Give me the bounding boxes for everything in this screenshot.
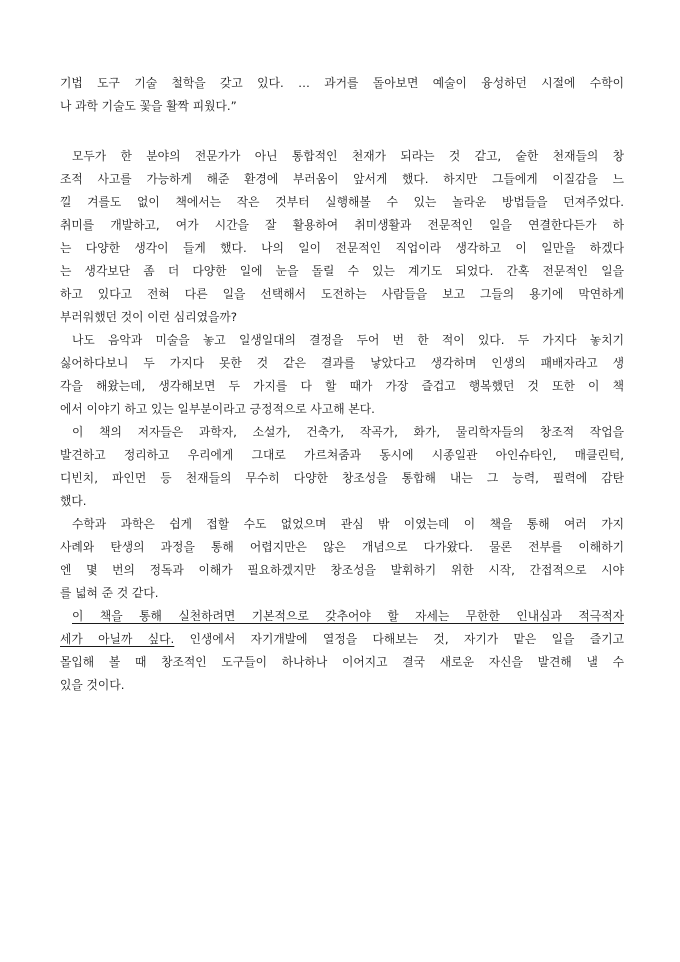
text-line: 엔 몇 번의 정독과 이해가 필요하겠지만 창조성을 발휘하기 위한 시작, 간접적으로 시야 <box>60 563 624 577</box>
text-line: 했다. <box>60 494 87 508</box>
text-line: 하고 있다고 전혀 다른 일을 선택해서 도전하는 사람들을 보고 그들의 용기에 막연하게 <box>60 287 624 301</box>
text-line: 이 책의 저자들은 과학자, 소설가, 건축가, 작곡가, 화가, 물리학자들의 창조적 작업을 <box>72 425 624 439</box>
text-line: 에서 이야기 하고 있는 일부분이라고 긍정적으로 사고해 본다. <box>60 402 375 416</box>
body-text <box>60 145 624 697</box>
text-line: 는 생각보단 좀 더 다양한 일에 눈을 돌릴 수 있는 계기도 되었다. 간혹 전문적인 일을 <box>60 264 624 278</box>
underlined-text: 세가 아닐까 싶다. <box>60 632 175 646</box>
text-line: 발견하고 정리하고 우리에게 그대로 가르쳐줌과 동시에 시종일관 아인슈타인, 매클린턱, <box>60 448 624 462</box>
text-line <box>60 605 624 628</box>
text-line <box>60 628 624 651</box>
paragraph-4 <box>60 513 624 605</box>
text-line: 낄 겨를도 없이 책에서는 작은 것부터 실행해볼 수 있는 놀라운 방법들을 던져주었다. <box>60 195 624 209</box>
text-line: 싫어하다보니 두 가지다 못한 것 같은 결과를 낳았다고 생각하며 인생의 패배자라고 생 <box>60 356 624 370</box>
paragraph-5 <box>60 605 624 697</box>
text-line: 있을 것이다. <box>60 678 125 692</box>
paragraph-1 <box>60 145 624 329</box>
plain-text: 인생에서 자기개발에 열정을 다해보는 것, 자기가 맡은 일을 즐기고 <box>174 632 624 646</box>
intro-quote-paragraph <box>60 72 624 118</box>
text-line: 모두가 한 분야의 전문가가 아닌 통합적인 천재가 되라는 것 같고, 숱한 천재들의 창 <box>72 149 624 163</box>
text-line: 조적 사고를 가능하게 해준 환경에 부러움이 앞서게 했다. 하지만 그들에게 이질감을 느 <box>60 172 624 186</box>
text-line: 수학과 과학은 쉽게 접할 수도 없었으며 관심 밖 이였는데 이 책을 통해 여러 가지 <box>72 517 624 531</box>
text-line: 나도 음악과 미술을 놓고 일생일대의 결정을 두어 번 한 적이 있다. 두 가지다 놓치기 <box>72 333 624 347</box>
underlined-text: 이 책을 통해 실천하려면 기본적으로 갖추어야 할 자세는 무한한 인내심과 적극적자 <box>72 609 624 623</box>
text-line: 나 과학 기술도 꽃을 활짝 피웠다.” <box>60 99 237 113</box>
text-line: 각을 해왔는데, 생각해보면 두 가지를 다 할 때가 가장 즐겁고 행복했던 것 또한 이 책 <box>60 379 624 393</box>
text-line: 몰입해 볼 때 창조적인 도구들이 하나하나 이어지고 결국 새로운 자신을 발견해 낼 수 <box>60 655 624 669</box>
text-line: 는 다양한 생각이 들게 했다. 나의 일이 전문적인 직업이라 생각하고 이 일만을 하겠다 <box>60 241 624 255</box>
text-line: 디빈치, 파인먼 등 천재들의 무수히 다양한 창조성을 통합해 내는 그 능력, 필력에 감탄 <box>60 471 624 485</box>
paragraph-2 <box>60 329 624 421</box>
paragraph-3 <box>60 421 624 513</box>
text-line: 사례와 탄생의 과정을 통해 어렵지만은 않은 개념으로 다가왔다. 물론 전부를 이해하기 <box>60 540 624 554</box>
text-line: 취미를 개발하고, 여가 시간을 잘 활용하여 취미생활과 전문적인 일을 연결한다든가 하 <box>60 218 624 232</box>
text-line: 기법 도구 기술 철학을 갖고 있다. … 과거를 돌아보면 예술이 융성하던 시절에 수학이 <box>60 76 624 90</box>
text-line: 를 넓혀 준 것 같다. <box>60 586 159 600</box>
text-line: 부러워했던 것이 이런 심리였을까? <box>60 310 238 324</box>
